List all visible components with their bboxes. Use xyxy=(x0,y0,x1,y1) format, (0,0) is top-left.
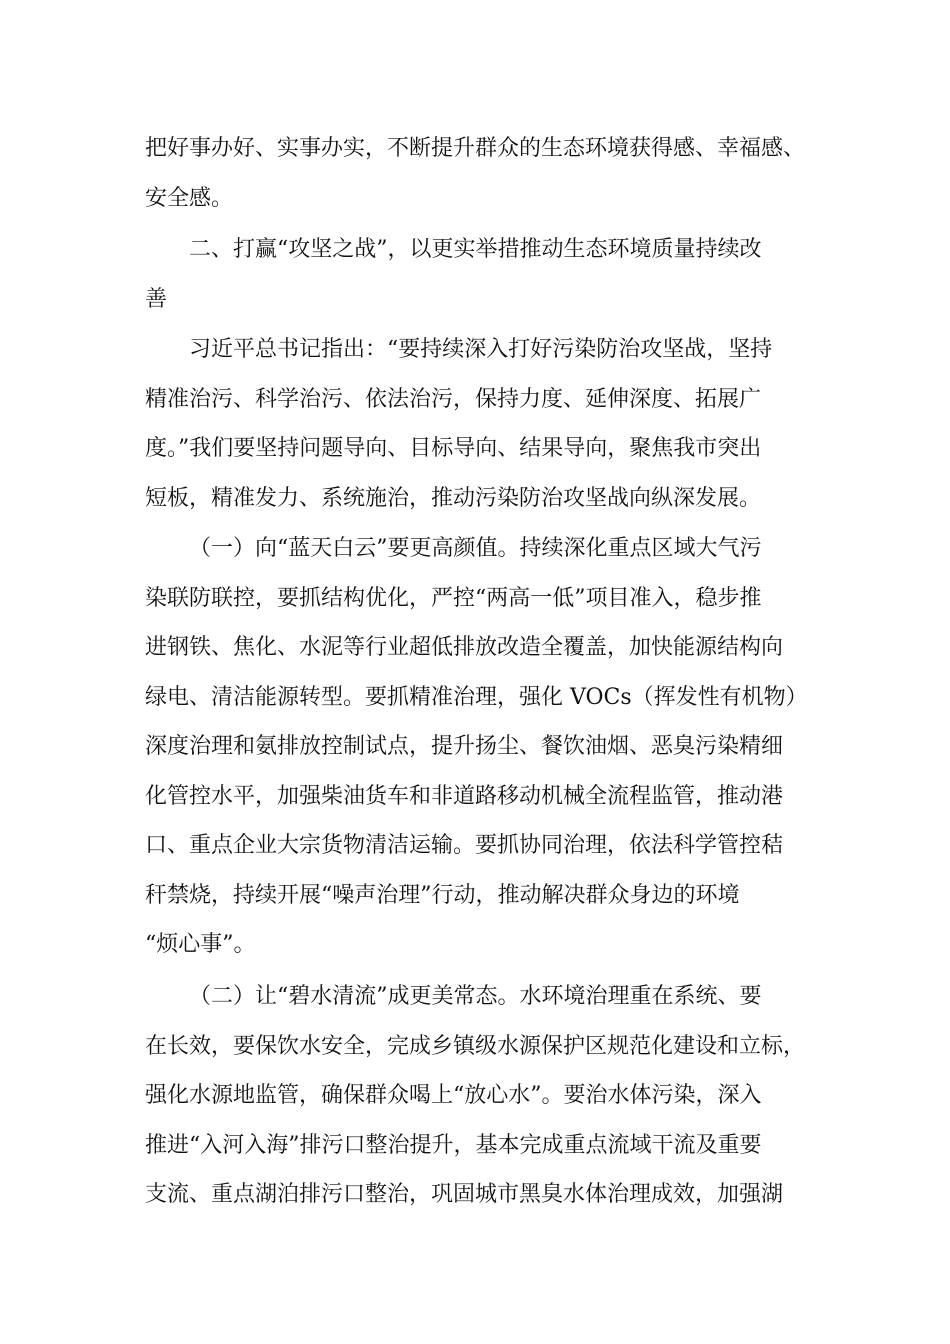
subsection-paragraph-2 xyxy=(145,972,809,1220)
text-line: 善 xyxy=(145,286,168,312)
paragraph-continuation xyxy=(145,124,809,223)
text-line: 精准治污、科学治污、依法治污，保持力度、延伸深度、拓展广 xyxy=(145,386,762,412)
text-line: 进钢铁、焦化、水泥等行业超低排放改造全覆盖，加快能源结构向 xyxy=(145,635,784,660)
text-line: 推进“入河入海”排污口整治提升，基本完成重点流域干流及重要 xyxy=(145,1132,762,1158)
text-line: （二）让“碧水清流”成更美常态。水环境治理重在系统、要 xyxy=(189,984,762,1009)
text-line: 化管控水平，加强柴油货车和非道路移动机械全流程监管，推动港 xyxy=(145,783,784,809)
text-line: 习近平总书记指出：“要持续深入打好污染防治攻坚战，坚持 xyxy=(189,337,773,362)
text-line: 短板，精准发力、系统施治，推动污染防治攻坚战向纵深发展。 xyxy=(145,485,762,511)
text-line: 把好事办好、实事办实，不断提升群众的生态环境获得感、幸福感、 xyxy=(145,136,806,161)
text-line: 支流、重点湖泊排污口整治，巩固城市黑臭水体治理成效，加强湖 xyxy=(145,1182,784,1207)
subsection-paragraph-1 xyxy=(145,524,809,970)
text-line: 在长效，要保饮水安全，完成乡镇级水源保护区规范化建设和立标， xyxy=(145,1033,806,1059)
text-line: 二、打赢“攻坚之战”，以更实举措推动生态环境质量持续改 xyxy=(189,237,762,262)
text-line: 度。”我们要坚持问题导向、目标导向、结果导向，聚焦我市突出 xyxy=(145,436,762,461)
section-heading xyxy=(145,225,809,324)
quote-paragraph xyxy=(145,325,809,523)
text-line: 秆禁烧，持续开展“噪声治理”行动，推动解决群众身边的环境 xyxy=(145,882,740,908)
text-line: 口、重点企业大宗货物清洁运输。要抓协同治理，依法科学管控秸 xyxy=(145,833,784,858)
text-line: （一）向“蓝天白云”要更高颜值。持续深化重点区域大气污 xyxy=(189,536,762,561)
text-line: “烦心事”。 xyxy=(145,932,256,957)
text-line: 深度治理和氨排放控制试点，提升扬尘、餐饮油烟、恶臭污染精细 xyxy=(145,734,784,759)
text-line: 绿电、清洁能源转型。要抓精准治理，强化 VOCs（挥发性有机物） xyxy=(145,684,808,710)
text-line: 安全感。 xyxy=(145,185,234,211)
text-line: 染联防联控，要抓结构优化，严控“两高一低”项目准入，稳步推 xyxy=(145,585,762,611)
text-line: 强化水源地监管，确保群众喝上“放心水”。要治水体污染，深入 xyxy=(145,1083,762,1108)
